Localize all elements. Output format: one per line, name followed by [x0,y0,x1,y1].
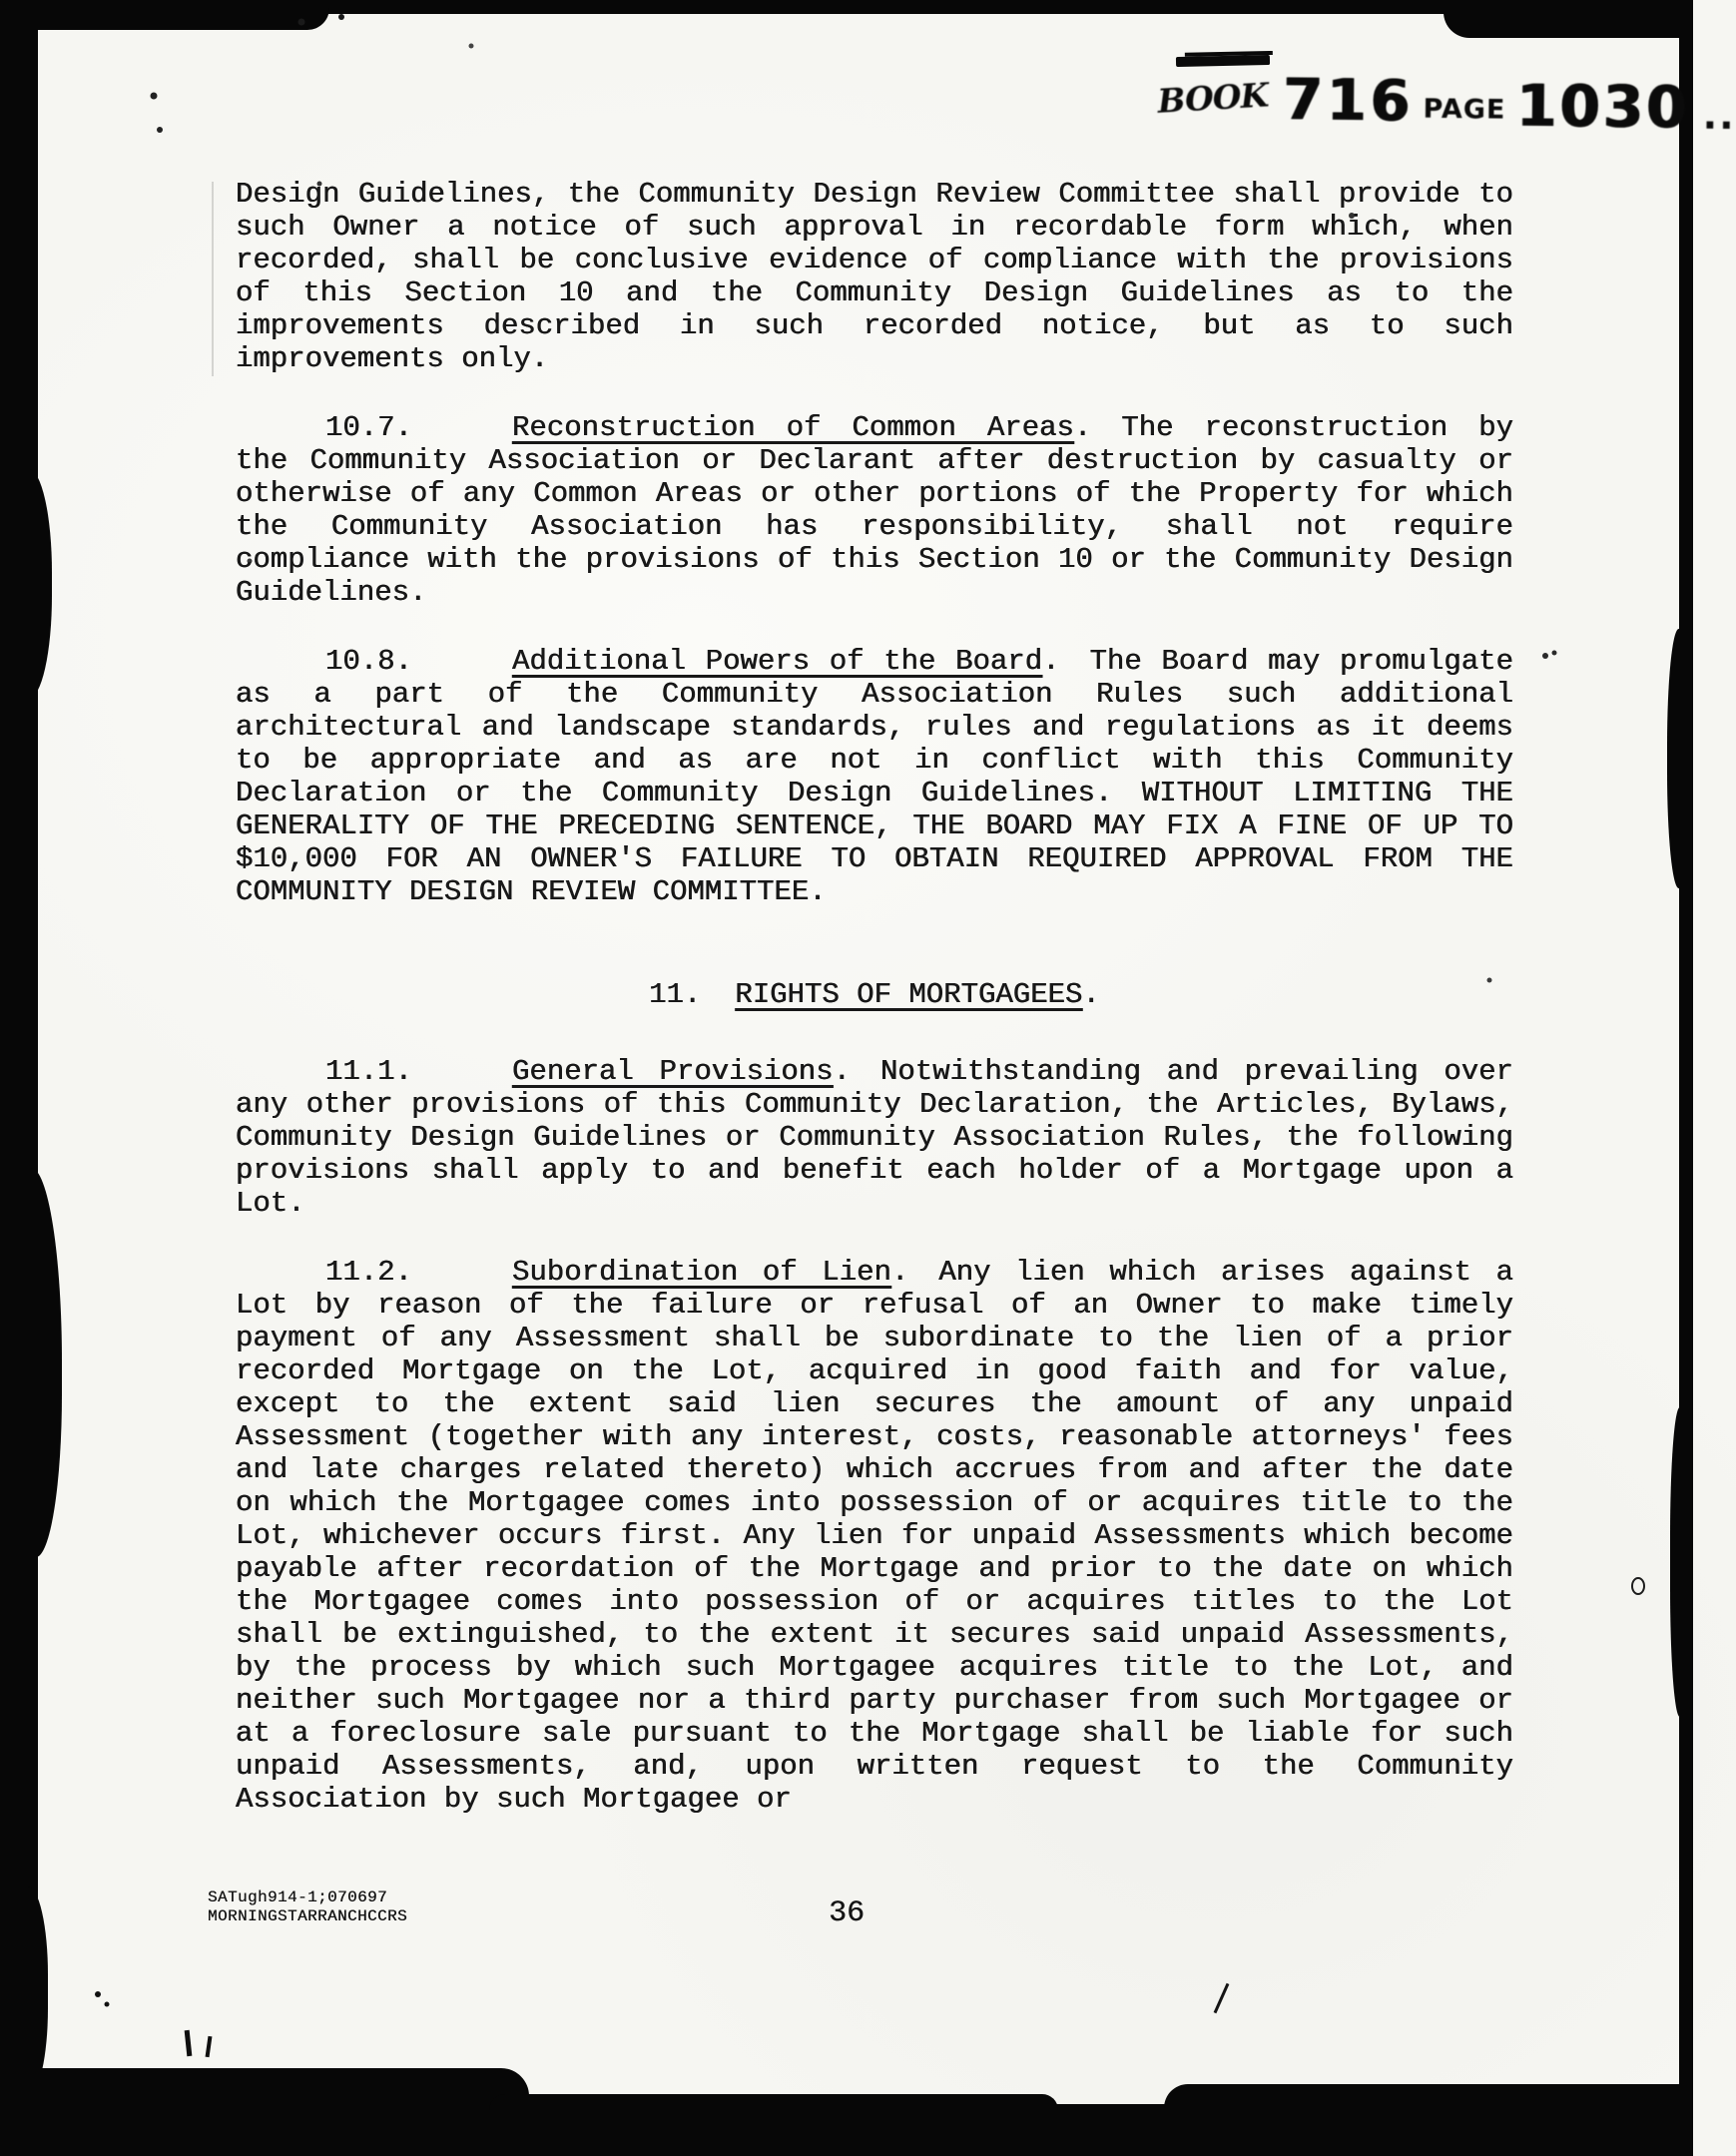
section-heading: Additional Powers of the Board [512,645,1043,678]
scan-crease [212,182,214,376]
document-body [236,178,1513,1816]
section-10-8 [236,645,1513,908]
paragraph-text: Design Guidelines, the Community Design Review Committee shall provide to such Owner a notice of such approval in recordable form which, when recorded, shall be conclusive evidence of compliance with the provisions of this Section 10 and the Community Design Guidelines as to the improvements described in such recorded notice, but as to such improvements only. [236,178,1513,375]
scan-border-blob [0,1886,48,2096]
heading-suffix: . [1042,645,1060,678]
scan-speck [185,2030,193,2056]
article-suffix: . [1082,978,1100,1011]
scan-border-blob [1164,2084,1693,2156]
page-number: 36 [828,1896,865,1930]
paragraph-continuation [236,178,1513,375]
scan-border-blob [1670,1407,1693,1717]
article-number: 11. [649,978,702,1011]
section-heading: General Provisions [512,1055,834,1088]
scan-border-blob [489,2094,1058,2156]
scan-border-blob [1667,629,1693,888]
footer-doc-id-line1: SATugh914-1;070697 [208,1888,388,1906]
scan-border-blob [0,1168,62,1557]
section-11-2 [236,1256,1513,1816]
page-footer [208,1888,1485,1930]
scan-border-blob [0,469,52,699]
scan-border-blob [0,2068,529,2156]
heading-suffix: . [1073,411,1092,444]
scan-speck [1631,1577,1645,1595]
heading-suffix: . [890,1256,909,1289]
section-heading: Subordination of Lien [512,1256,891,1289]
section-number: 10.8. [325,645,413,678]
section-number: 11.1. [325,1055,413,1088]
section-10-7 [236,411,1513,609]
stamp-page-number: 1030 [1515,71,1690,142]
section-text: Notwithstanding and prevailing over any other provisions of this Community Declaration, the Articles, Bylaws, Community Design Guidelines or Community Association Rules, the following provisions shall apply to and benefit each holder of a Mortgage upon a Lot. [236,1055,1513,1220]
stamp-book-label: BOOK [1156,75,1270,121]
book-page-stamp [1156,67,1736,142]
article-title: RIGHTS OF MORTGAGEES [735,978,1083,1011]
scan-border-blob [0,0,329,30]
scan-speck [206,2036,213,2057]
section-heading: Reconstruction of Common Areas [512,411,1074,444]
stamp-page-label: PAGE [1423,93,1506,126]
section-11-1 [236,1055,1513,1220]
scan-border-right [1679,0,1693,2156]
section-text: The Board may promulgate as a part of the Community Association Rules such additional architectural and landscape standards, rules and regulations as it deems to be appropriate and as are not in conflict with this Community Declaration or the Community Design Guidelines. WITHOUT LIMITING THE GENERALITY OF THE PRECEDING SENTENCE, THE BOARD MAY FIX A FINE OF UP TO $10,000 FOR AN OWNER'S FAILURE TO OBTAIN REQUIRED APPROVAL FROM THE COMMUNITY DESIGN REVIEW COMMITTEE. [236,645,1513,908]
section-number: 10.7. [325,411,413,444]
stamp-book-number: 716 [1282,67,1415,135]
heading-suffix: . [833,1055,851,1088]
section-number: 11.2. [325,1256,413,1289]
section-text: Any lien which arises against a Lot by reason of the failure or refusal of an Owner to make timely payment of any Assessment shall be subordinate to the lien of a prior recorded Mortgage on the Lot, acquired in good faith and for value, except to the extent said lien secures the amount of any unpaid Assessment (together with any interest, costs, reasonable attorneys' fees and late charges related thereto) which accrues from and after the date on which the Mortgagee comes into possession of or acquires title to the Lot, whichever occurs first. Any lien for unpaid Assessments which become payable after recordation of the Mortgage and prior to the date on which the Mortgagee comes into possession of or acquires titles to the Lot shall be extinguished, to the extent it secures said unpaid Assessments, by the process by which such Mortgagee acquires title to the Lot, and neither such Mortgagee nor a third party purchaser from such Mortgagee or at a foreclosure sale pursuant to the Mortgage shall be liable for such unpaid Assessments, and, upon written request to the Community Association by such Mortgagee or [236,1256,1513,1816]
section-text: The reconstruction by the Community Association or Declarant after destruction by casualty or otherwise of any Common Areas or other portions of the Property for which the Community Association has responsibility, shall not require compliance with the provisions of this Section 10 or the Community Design Guidelines. [236,411,1513,609]
scan-speck [1214,1983,1230,2013]
stamp-trailing-dots: .. [1702,93,1736,139]
article-heading-11 [236,978,1513,1011]
scan-border-left [0,0,38,2156]
scan-speck [0,0,4,4]
ink-smudge [1176,55,1270,67]
footer-doc-id-line2: MORNINGSTARRANCHCCRS [208,1907,408,1925]
scan-border-blob [1444,0,1693,38]
